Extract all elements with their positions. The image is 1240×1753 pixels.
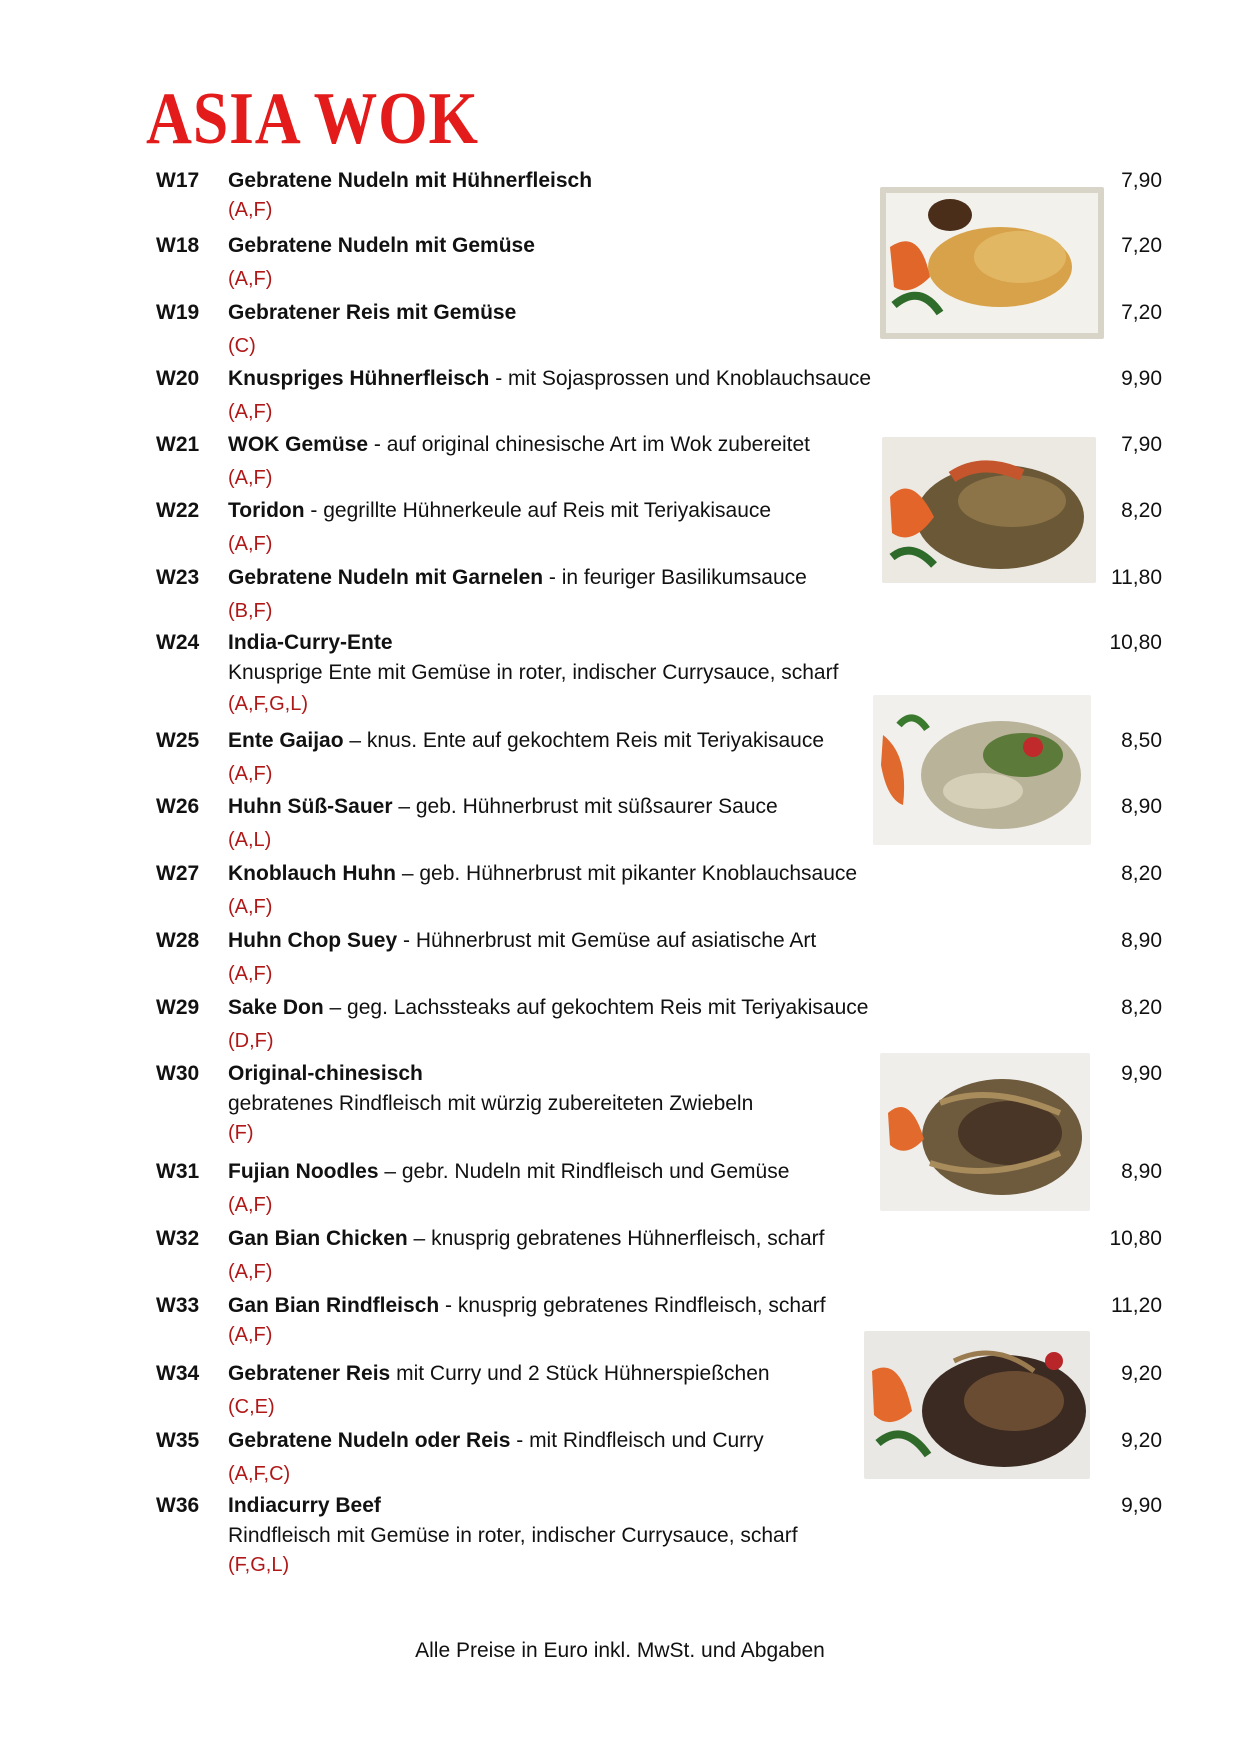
item-allergens: (B,F)	[228, 600, 273, 622]
item-code: W29	[156, 996, 200, 1019]
item-description: - mit Rindfleisch und Curry	[510, 1429, 764, 1452]
item-description: – geb. Hühnerbrust mit süßsaurer Sauce	[392, 795, 778, 818]
item-price: 9,90	[1121, 1062, 1162, 1085]
item-allergens: (A,F)	[228, 268, 273, 290]
item-allergens: (A,F)	[228, 1324, 273, 1346]
price-note: Alle Preise in Euro inkl. MwSt. und Abgaben	[415, 1639, 825, 1662]
beef-noodles-photo	[880, 1053, 1090, 1211]
item-name: Gan Bian Chicken	[228, 1227, 408, 1250]
item-code: W30	[156, 1062, 200, 1085]
item-allergens: (A,F)	[228, 533, 273, 555]
item-price: 11,80	[1111, 566, 1162, 589]
duck-vegetables-photo	[873, 695, 1091, 845]
item-description-line: gebratenes Rindfleisch mit würzig zubereiteten Zwiebeln	[228, 1092, 754, 1115]
item-code: W17	[156, 169, 200, 192]
item-code: W31	[156, 1160, 200, 1183]
noodles-shrimp-photo	[882, 437, 1096, 583]
item-code: W18	[156, 234, 200, 257]
item-allergens: (A,L)	[228, 829, 272, 851]
item-price: 8,20	[1121, 996, 1162, 1019]
item-code: W28	[156, 929, 200, 952]
item-allergens: (F)	[228, 1122, 254, 1144]
item-code: W24	[156, 631, 200, 654]
item-allergens: (A,F)	[228, 1261, 273, 1283]
item-description: - gegrillte Hühnerkeule auf Reis mit Teriyakisauce	[304, 499, 772, 522]
item-allergens: (A,F)	[228, 199, 273, 221]
item-name: Ente Gaijao	[228, 729, 344, 752]
item-name: Indiacurry Beef	[228, 1494, 381, 1517]
item-name: Knoblauch Huhn	[228, 862, 396, 885]
item-price: 8,90	[1121, 1160, 1162, 1183]
fried-chicken-photo	[880, 187, 1104, 339]
item-description: – gebr. Nudeln mit Rindfleisch und Gemüse	[378, 1160, 790, 1183]
item-title-line	[228, 1060, 423, 1088]
page-title: ASIA WOK	[146, 78, 479, 160]
item-name: Gebratener Reis	[228, 1362, 391, 1385]
item-title-line	[228, 299, 516, 327]
item-code: W33	[156, 1294, 200, 1317]
item-allergens: (A,F)	[228, 467, 273, 489]
item-code: W21	[156, 433, 200, 456]
item-name: WOK Gemüse	[228, 433, 369, 456]
item-name: Knuspriges Hühnerfleisch	[228, 367, 490, 390]
item-description: - mit Sojasprossen und Knoblauchsauce	[489, 367, 872, 390]
item-description: – geg. Lachssteaks auf gekochtem Reis mit Teriyakisauce	[323, 996, 869, 1019]
item-name: Huhn Chop Suey	[228, 929, 398, 952]
item-price: 7,90	[1121, 169, 1162, 192]
item-allergens: (A,F)	[228, 963, 273, 985]
item-title-line	[228, 629, 393, 657]
item-name: Gebratene Nudeln mit Gemüse	[228, 234, 535, 257]
item-description: - Hühnerbrust mit Gemüse auf asiatische Art	[397, 929, 817, 952]
item-description: mit Curry und 2 Stück Hühnerspießchen	[390, 1362, 770, 1385]
item-name: Fujian Noodles	[228, 1160, 379, 1183]
item-name: Gebratener Reis mit Gemüse	[228, 301, 517, 324]
item-allergens: (F,G,L)	[228, 1554, 290, 1576]
item-allergens: (A,F)	[228, 401, 273, 423]
item-title-line	[228, 167, 592, 195]
item-name: Gebratene Nudeln mit Garnelen	[228, 566, 544, 589]
item-price: 8,90	[1121, 929, 1162, 952]
item-code: W26	[156, 795, 200, 818]
item-title-line	[228, 1492, 381, 1520]
item-price: 10,80	[1109, 631, 1162, 654]
item-title-line	[228, 1292, 826, 1320]
item-name: Gebratene Nudeln oder Reis	[228, 1429, 511, 1452]
item-description: – knus. Ente auf gekochtem Reis mit Teriyakisauce	[343, 729, 825, 752]
item-allergens: (A,F,G,L)	[228, 693, 309, 715]
item-description: - knusprig gebratenes Rindfleisch, scharf	[439, 1294, 826, 1317]
item-price: 8,20	[1121, 499, 1162, 522]
item-name: Sake Don	[228, 996, 324, 1019]
item-description: - in feuriger Basilikumsauce	[543, 566, 807, 589]
item-code: W19	[156, 301, 200, 324]
item-price: 9,20	[1121, 1429, 1162, 1452]
item-description: - auf original chinesische Art im Wok zubereitet	[368, 433, 811, 456]
item-allergens: (D,F)	[228, 1030, 274, 1052]
item-title-line	[228, 1427, 764, 1455]
item-title-line	[228, 497, 771, 525]
item-title-line	[228, 1158, 789, 1186]
item-code: W20	[156, 367, 200, 390]
item-allergens: (A,F)	[228, 896, 273, 918]
item-code: W22	[156, 499, 200, 522]
item-code: W34	[156, 1362, 200, 1385]
item-description-line: Rindfleisch mit Gemüse in roter, indischer Currysauce, scharf	[228, 1524, 798, 1547]
item-name: India-Curry-Ente	[228, 631, 393, 654]
item-price: 9,90	[1121, 367, 1162, 390]
item-code: W27	[156, 862, 200, 885]
item-allergens: (A,F)	[228, 1194, 273, 1216]
item-allergens: (C)	[228, 335, 256, 357]
item-description: – geb. Hühnerbrust mit pikanter Knoblauchsauce	[395, 862, 858, 885]
item-title-line	[228, 860, 857, 888]
item-description-line: Knusprige Ente mit Gemüse in roter, indischer Currysauce, scharf	[228, 661, 839, 684]
item-price: 10,80	[1109, 1227, 1162, 1250]
item-code: W36	[156, 1494, 200, 1517]
item-code: W32	[156, 1227, 200, 1250]
item-price: 9,90	[1121, 1494, 1162, 1517]
item-price: 7,20	[1121, 234, 1162, 257]
item-price: 9,20	[1121, 1362, 1162, 1385]
item-title-line	[228, 727, 824, 755]
item-title-line	[228, 1225, 824, 1253]
item-name: Toridon	[228, 499, 305, 522]
item-name: Gebratene Nudeln mit Hühnerfleisch	[228, 169, 593, 192]
item-title-line	[228, 232, 535, 260]
item-allergens: (C,E)	[228, 1396, 275, 1418]
item-code: W25	[156, 729, 200, 752]
item-name: Gan Bian Rindfleisch	[228, 1294, 440, 1317]
item-name: Huhn Süß-Sauer	[228, 795, 393, 818]
item-title-line	[228, 365, 871, 393]
item-code: W23	[156, 566, 200, 589]
item-code: W35	[156, 1429, 200, 1452]
item-price: 7,90	[1121, 433, 1162, 456]
item-title-line	[228, 793, 778, 821]
item-price: 8,20	[1121, 862, 1162, 885]
item-allergens: (A,F)	[228, 763, 273, 785]
item-price: 8,90	[1121, 795, 1162, 818]
item-price: 8,50	[1121, 729, 1162, 752]
item-price: 11,20	[1111, 1294, 1162, 1317]
item-title-line	[228, 564, 807, 592]
item-title-line	[228, 994, 868, 1022]
item-description: – knusprig gebratenes Hühnerfleisch, scharf	[407, 1227, 825, 1250]
item-title-line	[228, 927, 816, 955]
item-allergens: (A,F,C)	[228, 1463, 291, 1485]
item-title-line	[228, 1360, 770, 1388]
item-price: 7,20	[1121, 301, 1162, 324]
item-name: Original-chinesisch	[228, 1062, 423, 1085]
fried-rice-beef-photo	[864, 1331, 1090, 1479]
item-title-line	[228, 431, 810, 459]
